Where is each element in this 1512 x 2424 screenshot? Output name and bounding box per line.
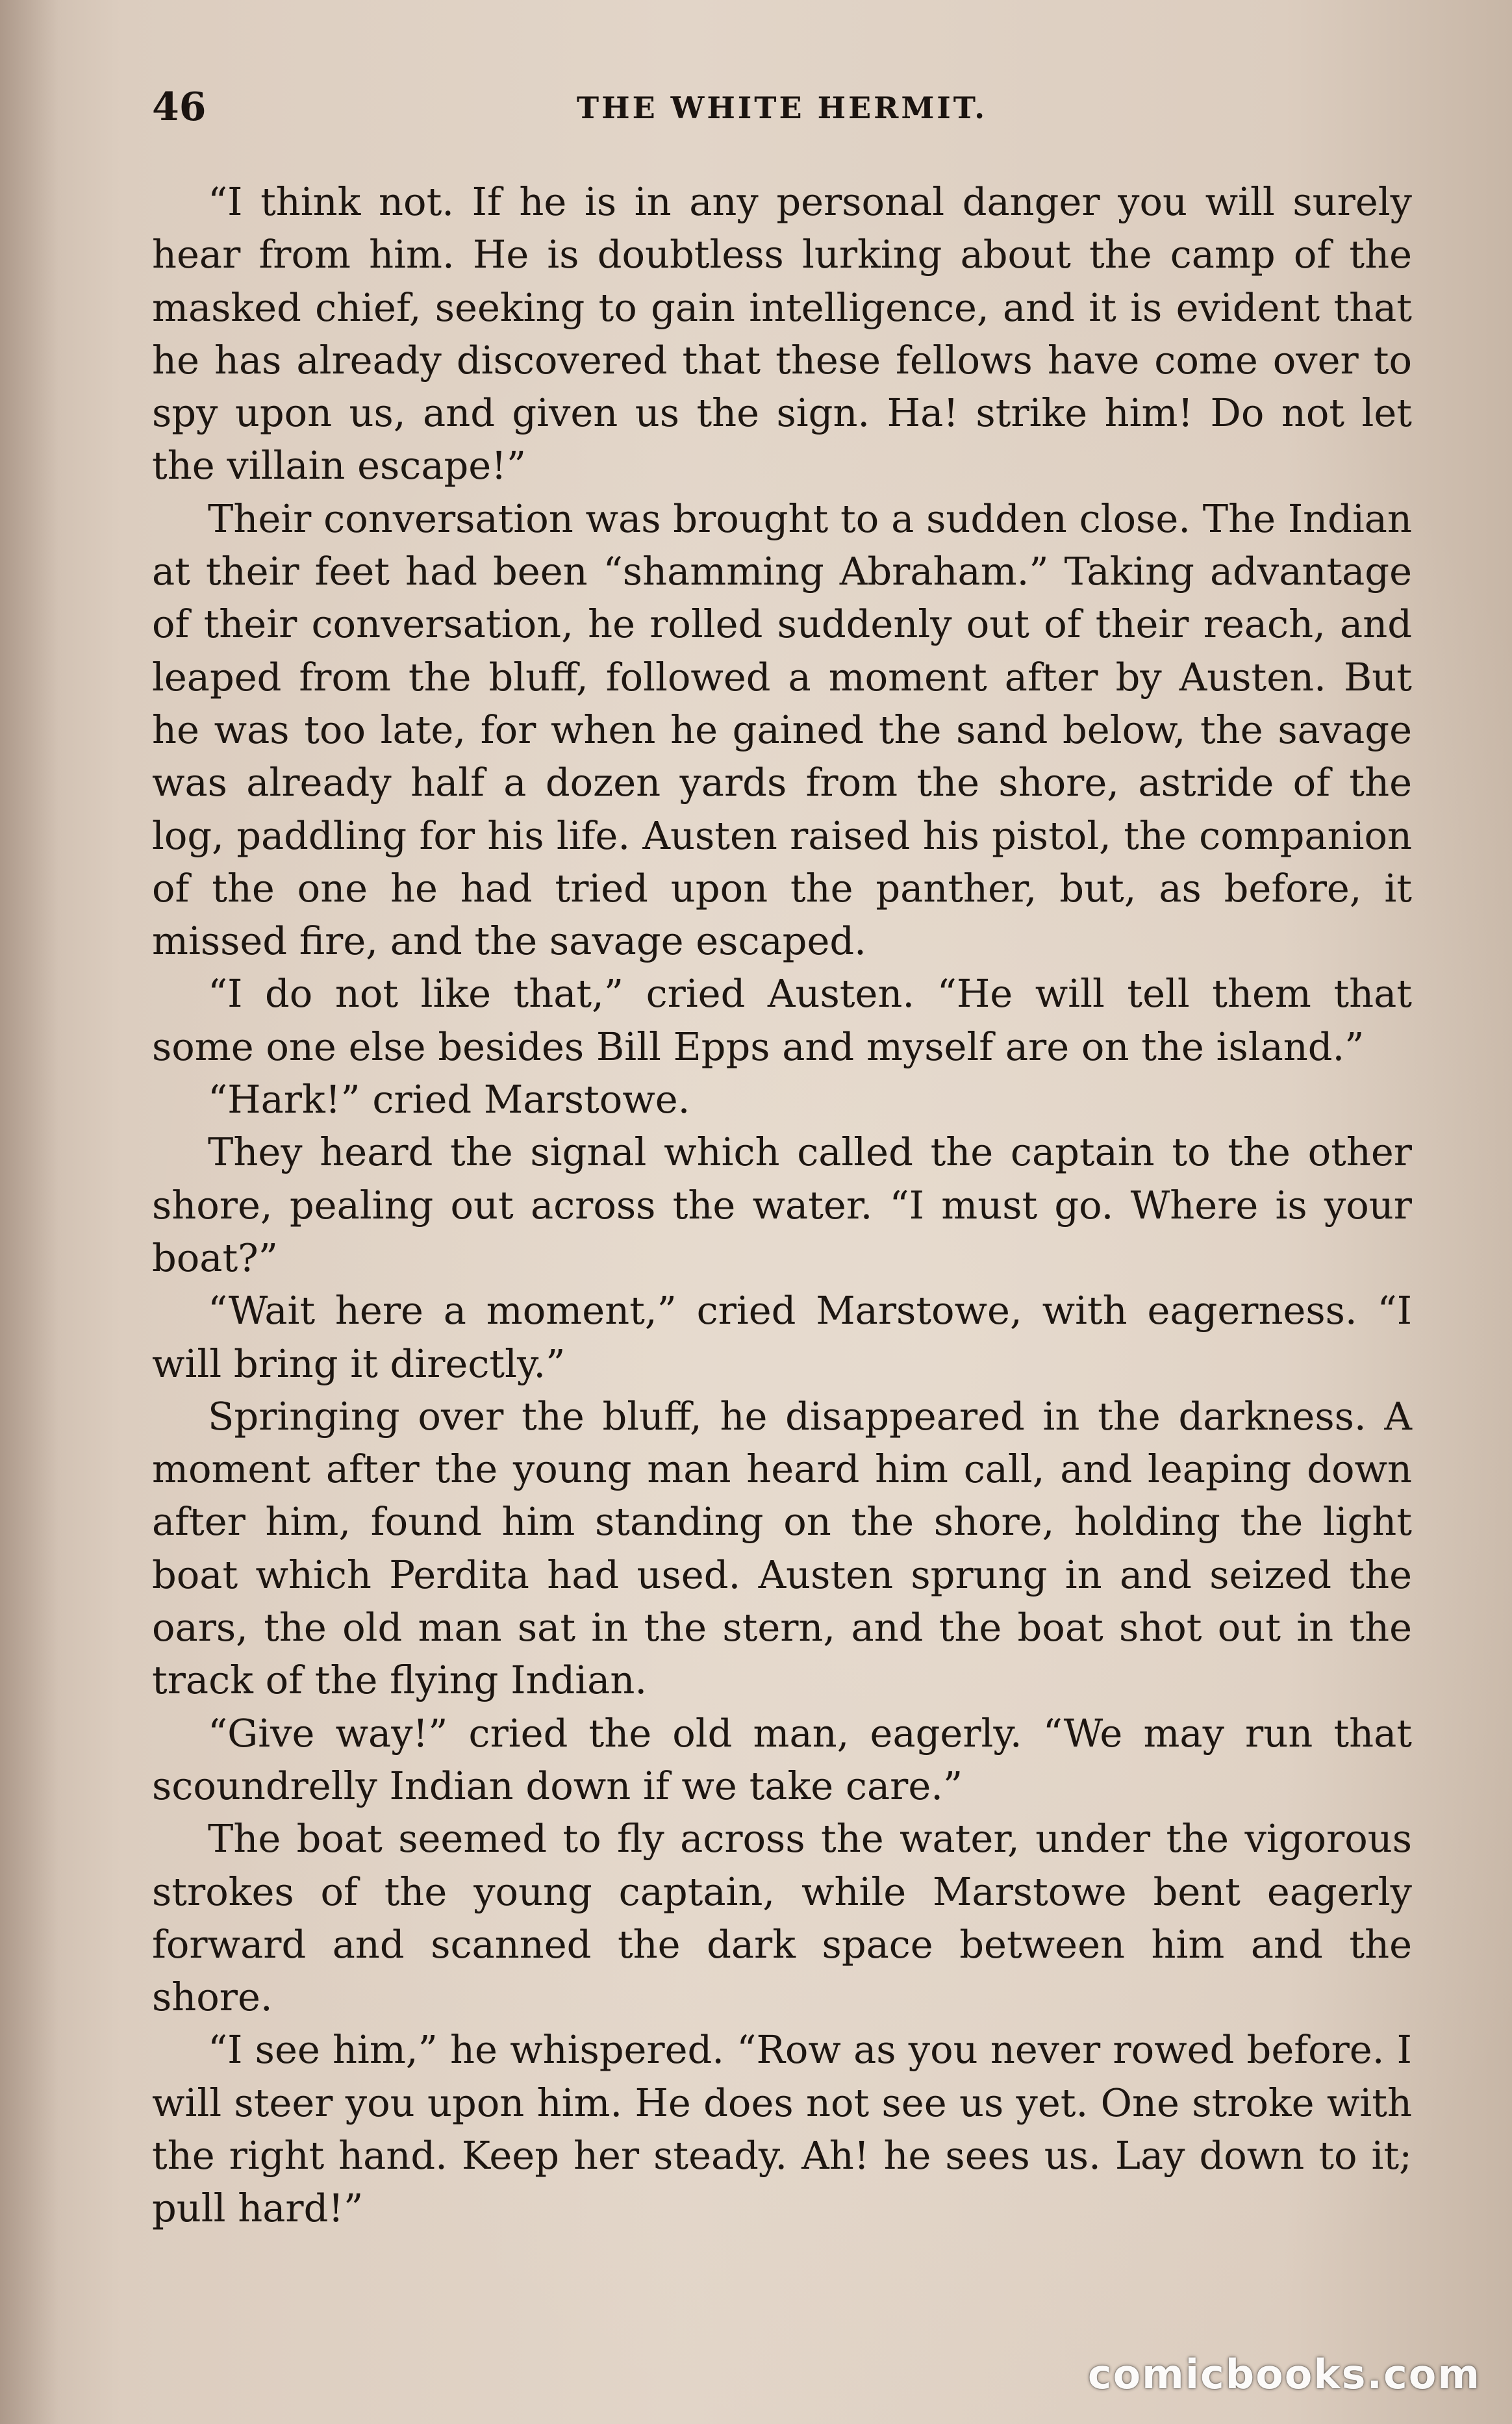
paragraph: “Give way!” cried the old man, eagerly. “We may run that scoundrelly Indian down if we take care.”	[152, 1710, 1412, 1808]
paragraph: “Hark!” cried Marstowe.	[208, 1077, 690, 1122]
watermark: comicbooks.com	[1087, 2351, 1481, 2398]
paragraph: Springing over the bluff, he disappeared in the darkness. A moment after the young man heard him call, and leaping down after him, found him standing on the shore, holding the light boat which Perdita had used. Austen sprung in and seized the oars, the old man sat in the stern, and the boat shot out in the track of the flying Indian.	[152, 1393, 1412, 1703]
body-text	[152, 175, 1412, 2235]
paragraph: The boat seemed to fly across the water, under the vigorous strokes of the young captain, while Marstowe bent eagerly forward and scanned the dark space between him and the shore.	[152, 1816, 1412, 2020]
page-number: 46	[152, 84, 207, 130]
paragraph: “I see him,” he whispered. “Row as you never rowed before. I will steer you upon him. He does not see us yet. One stroke with the right hand. Keep her steady. Ah! he sees us. Lay down to it; pull hard!”	[152, 2027, 1412, 2231]
paragraph: “I do not like that,” cried Austen. “He will tell them that some one else besides Bill Epps and myself are on the island.”	[152, 971, 1412, 1069]
paragraph: They heard the signal which called the captain to the other shore, pealing out across the water. “I must go. Where is your boat?”	[152, 1130, 1412, 1280]
paragraph: “Wait here a moment,” cried Marstowe, with eagerness. “I will bring it directly.”	[152, 1288, 1412, 1386]
paragraph: “I think not. If he is in any personal danger you will surely hear from him. He is doubtless lurking about the camp of the masked chief, seeking to gain intelligence, and it is evident that he has already discovered that these fellows have come over to spy upon us, and given us the sign. Ha! strike him! Do not let the villain escape!”	[152, 179, 1412, 488]
running-title: THE WHITE HERMIT.	[576, 90, 988, 125]
paragraph: Their conversation was brought to a sudden close. The Indian at their feet had been “shamming Abraham.” Taking advantage of their conversation, he rolled suddenly out of their reach, and leaped from the bluff, followed a moment after by Austen. But he was too late, for when he gained the sand below, the savage was already half a dozen yards from the shore, astride of the log, paddling for his life. Austen raised his pistol, the companion of the one he had tried upon the panther, but, as before, it missed fire, and the savage escaped.	[152, 496, 1412, 964]
page-header	[152, 84, 1412, 130]
spine-shadow	[0, 0, 58, 2424]
